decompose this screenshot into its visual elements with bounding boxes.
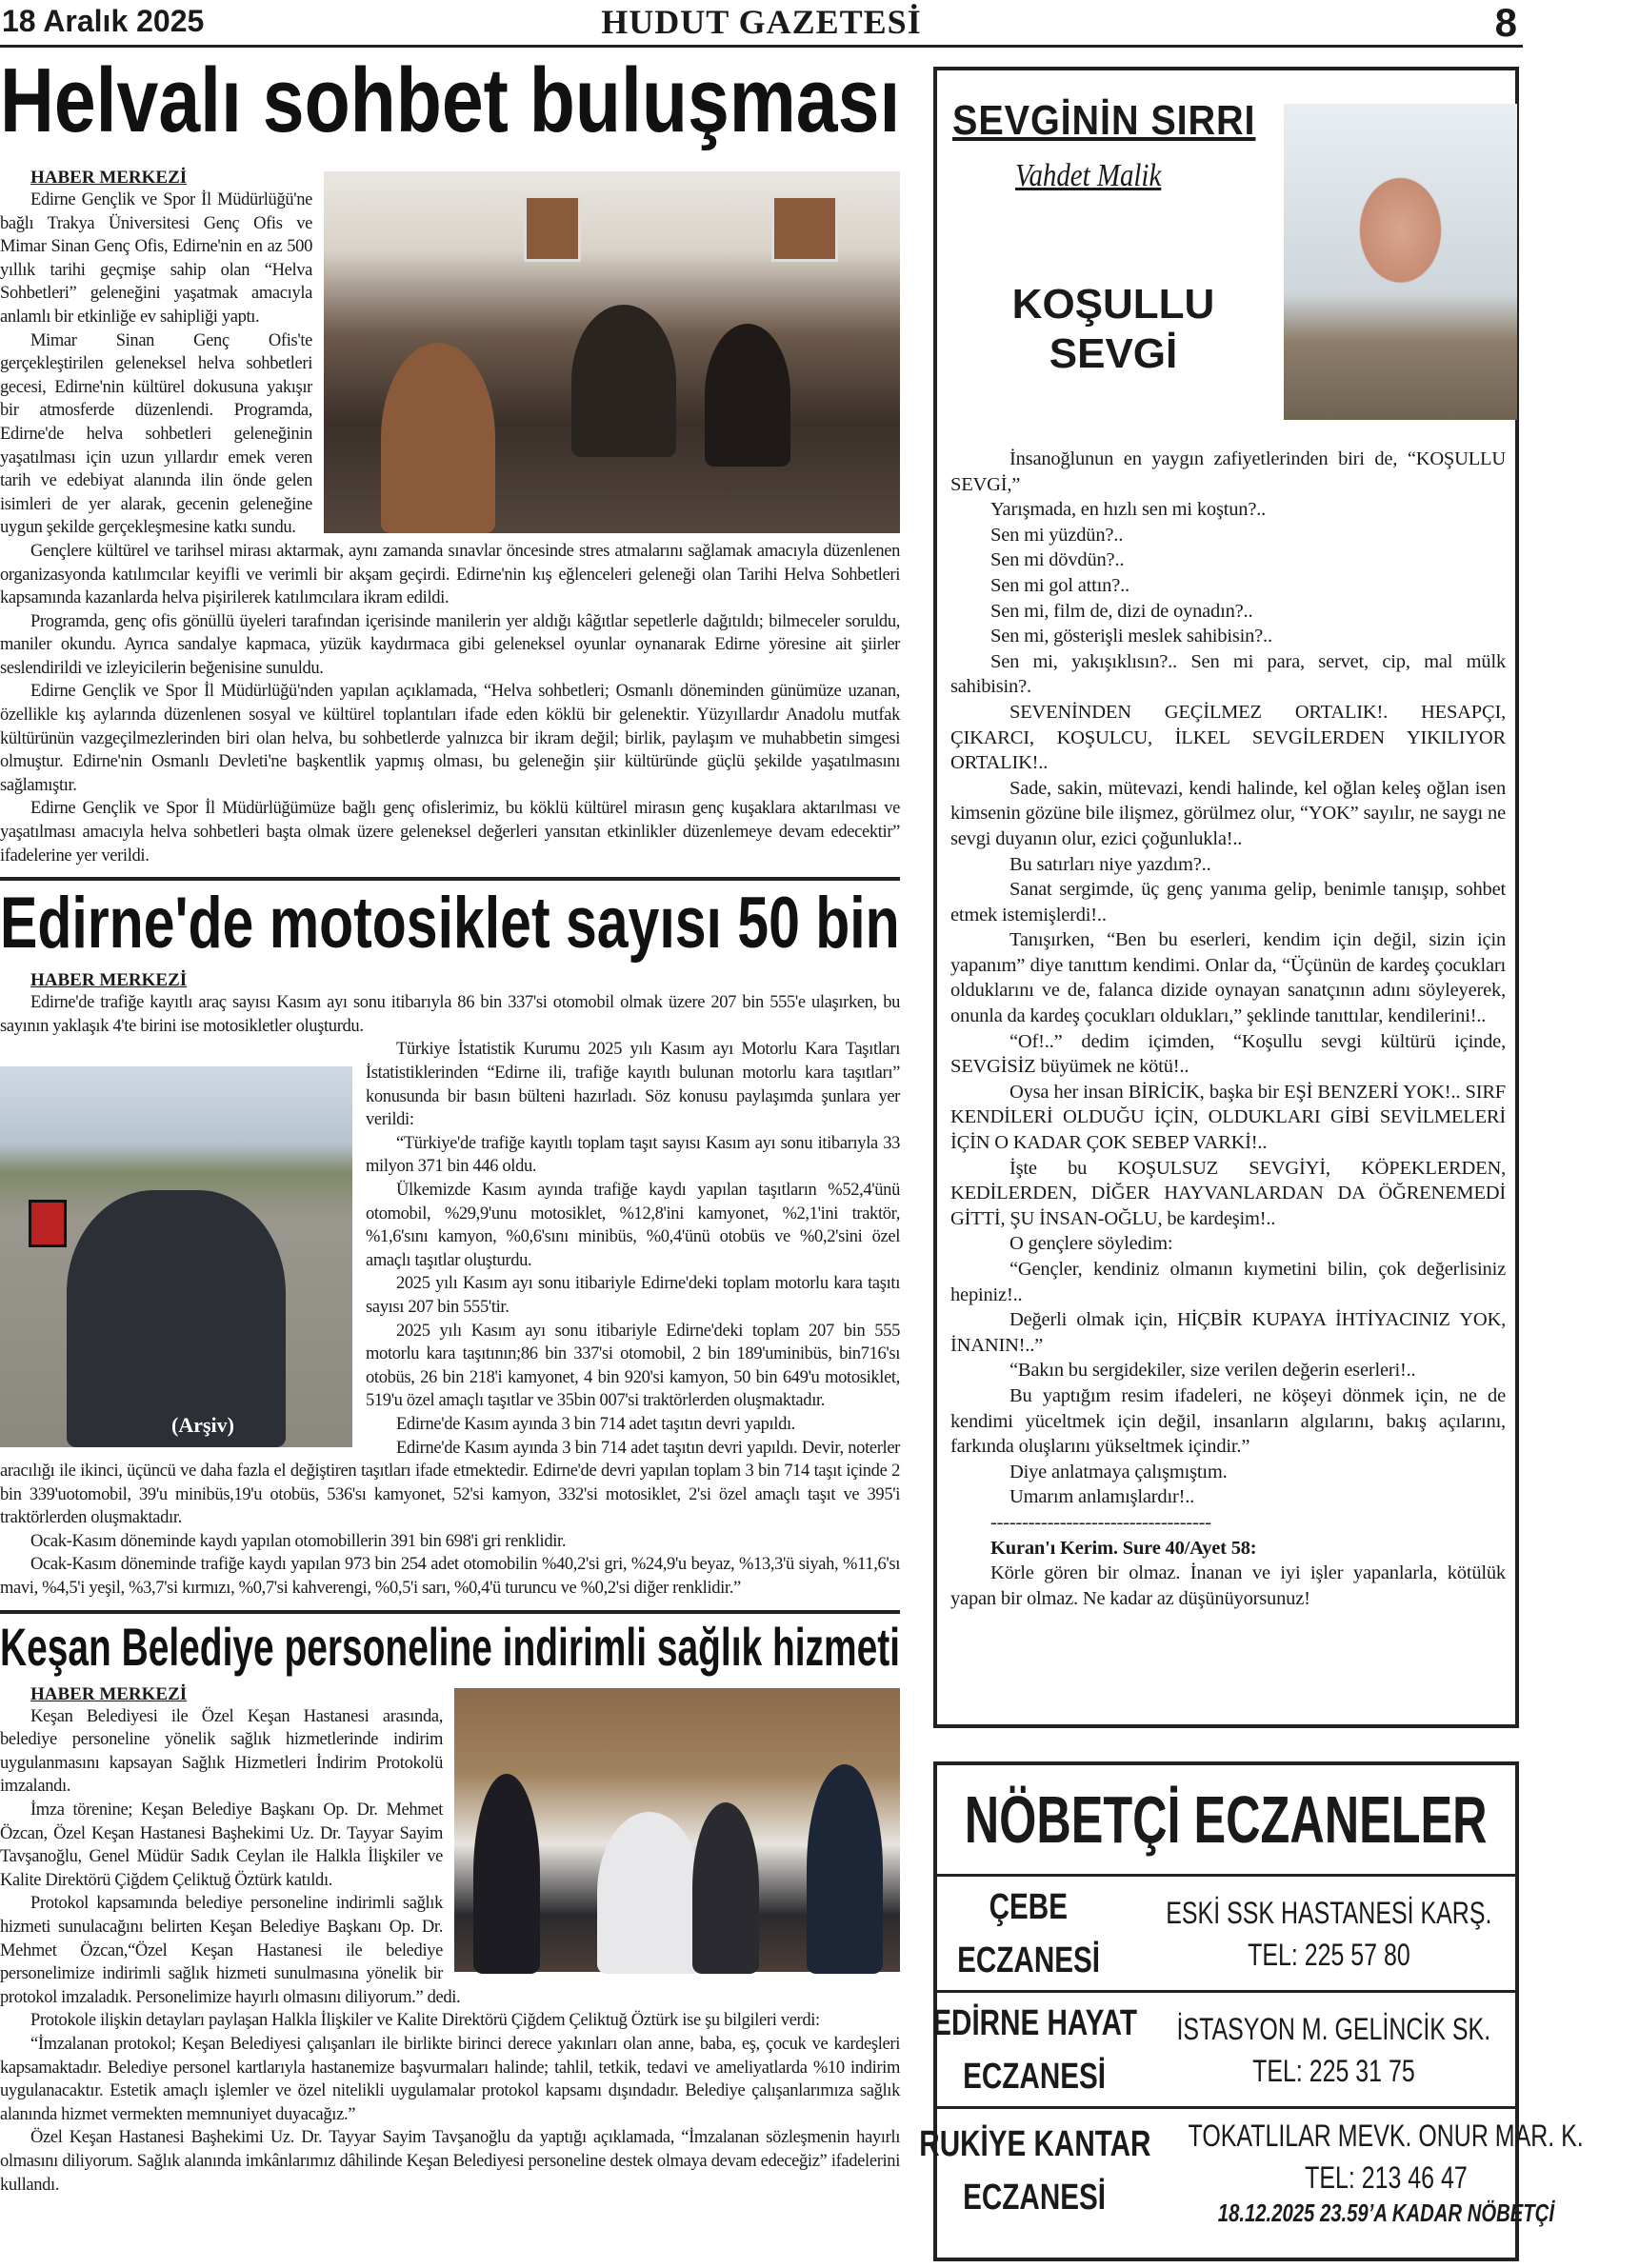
page-header — [0, 0, 1523, 48]
pharmacy-address: İSTASYON M. GELİNCİK SK. — [1176, 2011, 1491, 2046]
paragraph: Oysa her insan BİRİCİK, başka bir EŞİ BENZERİ YOK!.. SIRF KENDİLERİ OLDUĞU İÇİN, OLDUKLARI GİBİ SEVİLMELERİ İÇİN O KADAR ÇOK SEBEP VARKİ!.. — [950, 1081, 1506, 1154]
pharmacy-address: ESKİ SSK HASTANESİ KARŞ. — [1166, 1895, 1492, 1930]
pharmacy-phone: TEL: 213 46 47 — [1304, 2159, 1468, 2195]
paragraph: Programda, genç ofis gönüllü üyeleri tarafından içerisinde manilerin yer aldığı kâğıtlar sepetlerle dağıtıldı; bilmeceler soruldu, maniler okundu. Ayrıca sandalye kapmaca, yüzük kaydırmaca gibi geleneksel oyunlar oynanarak Edirne yöresine ait şiirler seslendirildi ve izleyicilerin beğenisine sunuldu. — [0, 611, 900, 678]
pharmacy-name: ECZANESİ — [963, 2178, 1107, 2218]
pharmacy-name: ECZANESİ — [957, 1940, 1101, 1980]
masthead: HUDUT GAZETESİ — [601, 3, 922, 41]
paragraph: Edirne'de Kasım ayında 3 bin 714 adet taşıtın devri yapıldı. — [396, 1414, 796, 1434]
column-author: Vahdet Malik — [1015, 158, 1162, 193]
pharmacy-row — [937, 1877, 1515, 1993]
paragraph: Sen mi dövdün?.. — [990, 549, 1125, 571]
paragraph: Sen mi, film de, dizi de oynadın?.. — [990, 600, 1253, 622]
byline: HABER MERKEZİ — [30, 1683, 188, 1704]
paragraph: Sanat sergimde, üç genç yanıma gelip, benimle tanışıp, sohbet etmek istemişlerdi!.. — [950, 879, 1506, 925]
photo-caption: (Arşiv) — [171, 1413, 234, 1438]
pharmacy-row — [918, 2109, 1584, 2233]
paragraph: O gençlere söyledim: — [1009, 1233, 1173, 1255]
pharmacy-address: TOKATLILAR MEVK. ONUR MAR. K. — [1188, 2118, 1584, 2153]
column-section-title: SEVGİNİN SIRRI — [952, 97, 1256, 144]
paragraph: Bu satırları niye yazdım?.. — [1009, 853, 1211, 875]
column-title[interactable] — [956, 280, 1270, 379]
author-portrait — [1284, 104, 1517, 420]
pharmacy-phone: TEL: 225 57 80 — [1248, 1937, 1410, 1972]
left-column — [0, 50, 901, 2197]
paragraph: Keşan Belediyesi ile Özel Keşan Hastanesi arasında, belediye personeline yönelik sağlık hizmetlerinde indirim uygulanmasını kapsayan Sağlık Hizmetleri İndirim Protokolü imzalandı. — [0, 1706, 443, 1797]
paragraph: Türkiye İstatistik Kurumu 2025 yılı Kasım ayı Motorlu Kara Taşıtları İstatistiklerinden “Edirne ili, trafiğe kayıtlı bulunan motorlu kara taşıtları” konusunda bir basın bülteni hazırladı. Söz konusu paylaşımda şunlara yer verildi: — [366, 1040, 900, 1130]
pharmacy-name: ECZANESİ — [963, 2056, 1107, 2097]
pharmacy-phone: TEL: 225 31 75 — [1251, 2053, 1415, 2088]
paragraph: Gençlere kültürel ve tarihsel mirası aktarmak, aynı zamanda sınavlar öncesinde stres atmalarını sağlamak amacıyla düzenlenen organizasyonda katılımcılar keyifli ve verimli bir akşam geçirdi. Edirne'nin kış eğlenceleri geleneği olan Tarihi Helva Sohbetleri kapsamında kazanlarda helva pişirilerek katılımcılara ikram edildi. — [0, 541, 900, 608]
headline[interactable]: Helvalı sohbet buluşması — [0, 50, 901, 151]
paragraph: Bu yaptığım resim ifadeleri, ne köşeyi dönmek için, ne de kendimi yüceltmek için değil, insanların algılarını, bakış açılarını, farkında oluşlarını yükseltmek içindir.” — [950, 1384, 1506, 1458]
pharmacies-title: NÖBETÇİ ECZANELER — [965, 1782, 1488, 1857]
column-title-line: KOŞULLU — [1011, 281, 1215, 328]
pharmacy-name: EDİRNE HAYAT — [932, 2002, 1137, 2043]
paragraph: Protokole ilişkin detayları paylaşan Halkla İlişkiler ve Kalite Direktörü Çiğdem Çeliktuğ Öztürk ise şu bilgileri verdi: — [30, 2011, 820, 2031]
paragraph: Protokol kapsamında belediye personeline indirimli sağlık hizmeti sunulacağını belirten Keşan Belediye Başkanı Op. Dr. Mehmet Özcan,“Özel Keşan Hastanesi ile belediye personelimize indirimli sağlık hizmeti sunulmasına yönelik bir protokol imzaladık. Personelimize hayırlı olmasını diliyorum.” dedi. — [0, 1894, 461, 2007]
pharmacy-name: RUKİYE KANTAR — [918, 2124, 1151, 2164]
quote-title: Kuran'ı Kerim. Sure 40/Ayet 58: — [990, 1537, 1257, 1559]
paragraph: “Türkiye'de trafiğe kayıtlı toplam taşıt sayısı Kasım ayı sonu itibarıyla 33 milyon 371 bin 446 oldu. — [366, 1133, 900, 1177]
duty-note: 18.12.2025 23.59’A KADAR NÖBETÇİ — [1217, 2198, 1554, 2227]
paragraph: Değerli olmak için, HİÇBİR KUPAYA İHTİYACINIZ YOK, İNANIN!..” — [950, 1309, 1506, 1356]
paragraph: Sen mi, yakışıklısın?.. Sen mi para, servet, cip, mal mülk sahibisin?. — [950, 650, 1506, 698]
paragraph: “İmzalanan protokol; Keşan Belediyesi çalışanları ile birlikte birinci derece yakınları olan anne, baba, eş, çocuk ve kardeşleri kapsamaktadır. Belediye personel kartlarıyla hastanemize başvurmaları halinde; tahlil, tetkik, tedavi ve ameliyatlarda %10 indirim uygulanacaktır. Estetik amaçlı işlemler ve özel nitelikli uygulamalar protokol kapsamı dışındadır. Belediye çalışanlarımıza sağlık alanında hizmet vermekten memnuniyet duyacağız.” — [0, 2034, 900, 2124]
paragraph: Yarışmada, en hızlı sen mi koştun?.. — [990, 499, 1267, 521]
column-body — [950, 447, 1506, 1611]
paragraph: Edirne Gençlik ve Spor İl Müdürlüğü'nden yapılan açıklamada, “Helva sohbetleri; Osmanlı döneminden günümüze uzanan, özellikle kış aylarında düzenlenen sosyal ve kültürel toplantıları ifade eden köklü bir gelenektir. Yüzyıllardır Anadolu mutfak kültürünün vazgeçilmezlerinden biri olan helva, bu sohbetlerde yalnızca bir ikram değil; birlik, paylaşım ve muhabbetin simgesi olmuştur. Edirne'nin Osmanlı Devleti'ne başkentlik yapmış olması, bu geleneğin şiir kültüründe güçlü şekilde yaşatılmasını sağlamıştır. — [0, 682, 900, 795]
headline[interactable]: Keşan Belediye personeline indirimli sağlık hizmeti — [0, 1616, 900, 1677]
opinion-column — [933, 67, 1519, 1728]
paragraph: İnsanoğlunun en yaygın zafiyetlerinden biri de, “KOŞULLU SEVGİ,” — [950, 448, 1506, 495]
article-helva — [0, 50, 901, 867]
paragraph: İmza törenine; Keşan Belediye Başkanı Op. Dr. Mehmet Özcan, Özel Keşan Hastanesi Başhekimi Uz. Dr. Tayyar Sayim Tavşanoğlu, Genel Müdür Sadık Ceylan ile Halkla İlişkiler ve Kalite Direktörü Çiğdem Çeliktuğ Öztürk katıldı. — [0, 1800, 443, 1890]
duty-pharmacies — [918, 1761, 1584, 2261]
column-title-line: SEVGİ — [1049, 330, 1178, 377]
article-motorcycle — [0, 883, 900, 1600]
paragraph: İşte bu KOŞULSUZ SEVGİYİ, KÖPEKLERDEN, KEDİLERDEN, DİĞER HAYVANLARDAN DA ÖĞRENEMEDİ GİTTİ, ŞU İNSAN-OĞLU, be kardeşim!.. — [950, 1157, 1506, 1229]
paragraph: Sen mi gol attın?.. — [990, 574, 1129, 596]
paragraph: “Gençler, kendiniz olmanın kıymetini bilin, çok değerlisiniz hepiniz!.. — [950, 1259, 1506, 1305]
paragraph: Özel Keşan Hastanesi Başhekimi Uz. Dr. Tayyar Sayim Tavşanoğlu da yaptığı açıklamada, “İmzalanan sözleşmenin hayırlı olmasını diliyorum. Sağlık alanında imkânlarımız dâhilinde Keşan Belediyesi personeline destek olmaya devam edeceğiz” ifadelerini kullandı. — [0, 2128, 900, 2195]
pharmacy-row — [932, 1993, 1515, 2109]
paragraph: Sade, sakin, mütevazi, kendi halinde, kel oğlan keleş oğlan isen kimsenin gözüne bile ilişmez, görülmez olur, “YOK” sayılır, ne saygı ne sevgi duyanın olur, ezici çoğunlukla!.. — [950, 777, 1506, 849]
pharmacy-name: ÇEBE — [989, 1886, 1069, 1927]
paragraph: Diye anlatmaya çalışmıştım. — [1009, 1461, 1228, 1482]
paragraph: Edirne'de Kasım ayında 3 bin 714 adet taşıtın devri yapıldı. Devir, noterler aracılığı ile ikinci, üçüncü ve daha fazla el değiştiren taşıtları ifade etmektedir. Edirne'de devri yapılan toplam 3 bin 714 taşıt içinde 2 bin 339'uotomobil, 39'u minibüs,19'u otobüs, 536'sı kamyonet, 52'si kamyon, 332'si motosiklet, 2'si özel amaçlı taşıt ve 395'i traktörlerden oluşmaktadır. — [0, 1438, 900, 1528]
paragraph: Ülkemizde Kasım ayında trafiğe kaydı yapılan taşıtların %52,4'ünü otomobil, %29,9'unu motosiklet, %12,8'ini kamyonet, %2,1'ini traktör, %1,6'sını kamyon, %0,6'sını minibüs, %0,4'ünü otobüs ve %0,2'sini özel amaçlı taşıtlar oluşturdu. — [366, 1180, 900, 1270]
headline[interactable]: Edirne'de motosiklet sayısı 50 bin — [0, 883, 900, 965]
event-photo — [324, 171, 900, 533]
byline: HABER MERKEZİ — [30, 970, 188, 991]
paragraph: Umarım anlamışlardır!.. — [1009, 1486, 1195, 1508]
paragraph: Tanışırken, “Ben bu eserleri, kendim için değil, sizin için yapanım” diye tanıttım kendimi. Onlar da, “Üçünün de kardeş çocukları olduklarını ve de, falanca dizide oynayan sanatçının adını söyleyerek, onunla da kardeş çocukları oldukları,” şeklinde tanıttılar, kendilerini!.. — [950, 929, 1506, 1027]
paragraph: “Of!..” dedim içimden, “Koşullu sevgi kültürü içinde, SEVGİSİZ büyümek ne kötü!.. — [950, 1030, 1506, 1078]
issue-date: 18 Aralık 2025 — [2, 4, 205, 38]
divider — [0, 1610, 900, 1614]
separator: ----------------------------------- — [990, 1511, 1211, 1533]
paragraph: Mimar Sinan Genç Ofis'te gerçekleştirilen geleneksel helva sohbetleri gecesi, Edirne'nin kültürel dokusuna yakışır bir atmosferde düzenlendi. Programda, Edirne'de helva sohbetleri geleneğinin yaşatılması için uzun yıllardır emek veren tarih ve edebiyat alanında ilin önde gelen isimleri de yer alarak, gecenin geleneğine uygun şekilde gerçekleşmesine katkı sundu. — [0, 330, 312, 538]
paragraph: “Bakın bu sergidekiler, size verilen değerin eserleri!.. — [1009, 1360, 1416, 1382]
paragraph: Ocak-Kasım döneminde trafiğe kaydı yapılan 973 bin 254 adet otomobilin %40,2'si gri, %24,9'u beyaz, %13,3'ü siyah, %11,6'sı mavi, %4,5'i yeşil, %3,7'si kırmızı, %0,7'si kahverengi, %0,5'i sarı, %0,4'ü turuncu ve %0,2'si diğer renklidir.” — [0, 1555, 900, 1599]
paragraph: Sen mi, gösterişli meslek sahibisin?.. — [990, 626, 1272, 647]
article-kesan — [0, 1616, 900, 2197]
signing-photo — [454, 1688, 900, 1972]
page-number: 8 — [1494, 0, 1517, 45]
paragraph: Edirne Gençlik ve Spor İl Müdürlüğümüze bağlı genç ofislerimiz, bu köklü kültürel mirasın genç kuşaklara aktarılması ve yaşatılması amacıyla helva sohbetleri başta olmak üzere geleneksel değerleri yansıtan etkinlikler düzenlemeye devam edecektir” ifadelerine yer verildi. — [0, 799, 900, 865]
paragraph: Sen mi yüzdün?.. — [990, 524, 1124, 546]
paragraph: SEVENİNDEN GEÇİLMEZ ORTALIK!. HESAPÇI, ÇIKARCI, KOŞULCU, İLKEL SEVGİLERDEN YIKILIYOR ORTALIK!.. — [950, 701, 1506, 774]
byline: HABER MERKEZİ — [30, 168, 188, 188]
paragraph: 2025 yılı Kasım ayı sonu itibariyle Edirne'deki toplam motorlu kara taşıtı sayısı 207 bin 555'tir. — [366, 1274, 900, 1317]
divider — [0, 877, 900, 881]
motorcycle-photo — [0, 1066, 352, 1447]
paragraph: Ocak-Kasım döneminde kaydı yapılan otomobillerin 391 bin 698'i gri renklidir. — [30, 1531, 567, 1551]
lead-paragraph: Edirne'de trafiğe kayıtlı araç sayısı Kasım ayı sonu itibarıyla 86 bin 337'si otomobil olmak üzere 207 bin 555'e ulaşırken, bu sayının yaklaşık 4'te birini ise motosikletler oluşturdu. — [0, 993, 900, 1036]
quote-text: Körle gören bir olmaz. İnanan ve iyi işler yapanlarla, kötülük yapan bir olmaz. Ne kadar az düşünüyorsunuz! — [950, 1562, 1506, 1609]
paragraph: 2025 yılı Kasım ayı sonu itibariyle Edirne'deki toplam 207 bin 555 motorlu kara taşıtının;86 bin 337'si otomobil, 2 bin 189'uminibüs, bin716'sı otobüs, 26 bin 218'i kamyonet, 4 bin 920'si kamyon, 50 bin 649'u motosiklet, 519'u özel amaçlı taşıtlar ve 35bin 007'si traktörlerden oluşmaktadır. — [366, 1321, 900, 1411]
paragraph: Edirne Gençlik ve Spor İl Müdürlüğü'ne bağlı Trakya Üniversitesi Genç Ofis ve Mimar Sinan Genç Ofis, Edirne'nin en az 500 yıllık tarihi geçmişe sahip olan “Helva Sohbetleri” geleneğini yaşatmak amacıyla anlamlı bir etkinliğe ev sahipliği yaptı. — [0, 190, 312, 327]
